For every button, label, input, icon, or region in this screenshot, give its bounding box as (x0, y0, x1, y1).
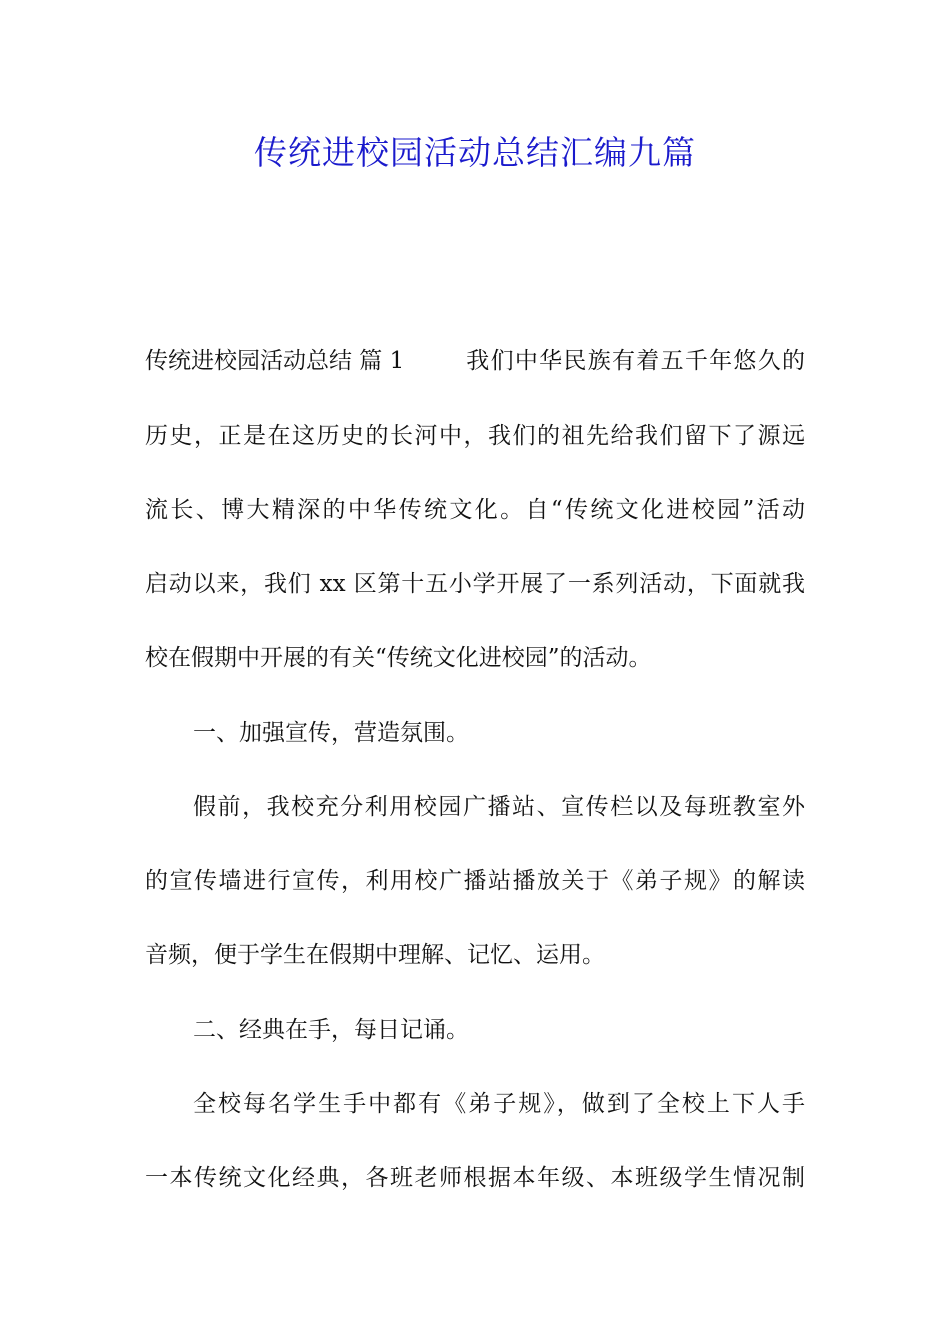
section-heading-2: 二、经典在手，每日记诵。 (193, 1017, 469, 1043)
section-heading-1: 一、加强宣传，营造氛围。 (193, 720, 469, 746)
paragraph-line-1 (145, 341, 805, 381)
paragraph-line-9: 全校每名学生手中都有《弟子规》，做到了全校上下人手 (193, 1091, 805, 1117)
document-title: 传统进校园活动总结汇编九篇 (254, 133, 696, 172)
paragraph-line-10: 一本传统文化经典，各班老师根据本年级、本班级学生情况制 (145, 1165, 805, 1191)
paragraph-line-1-text: 我们中华民族有着五千年悠久的 (465, 348, 805, 374)
paragraph-line-4: 启动以来，我们 xx 区第十五小学开展了一系列活动，下面就我 (145, 571, 805, 597)
paragraph-line-3: 流长、博大精深的中华传统文化。自“传统文化进校园”活动 (145, 497, 805, 523)
paragraph-line-2: 历史，正是在这历史的长河中，我们的祖先给我们留下了源远 (145, 423, 805, 449)
paragraph-line-8: 音频，便于学生在假期中理解、记忆、运用。 (145, 942, 605, 968)
paragraph-line-7: 的宣传墙进行宣传，利用校广播站播放关于《弟子规》的解读 (145, 868, 805, 894)
paragraph-line-6: 假前，我校充分利用校园广播站、宣传栏以及每班教室外 (193, 794, 805, 820)
section-label: 传统进校园活动总结 篇 1 (145, 348, 405, 374)
paragraph-line-5: 校在假期中开展的有关“传统文化进校园”的活动。 (145, 645, 652, 671)
